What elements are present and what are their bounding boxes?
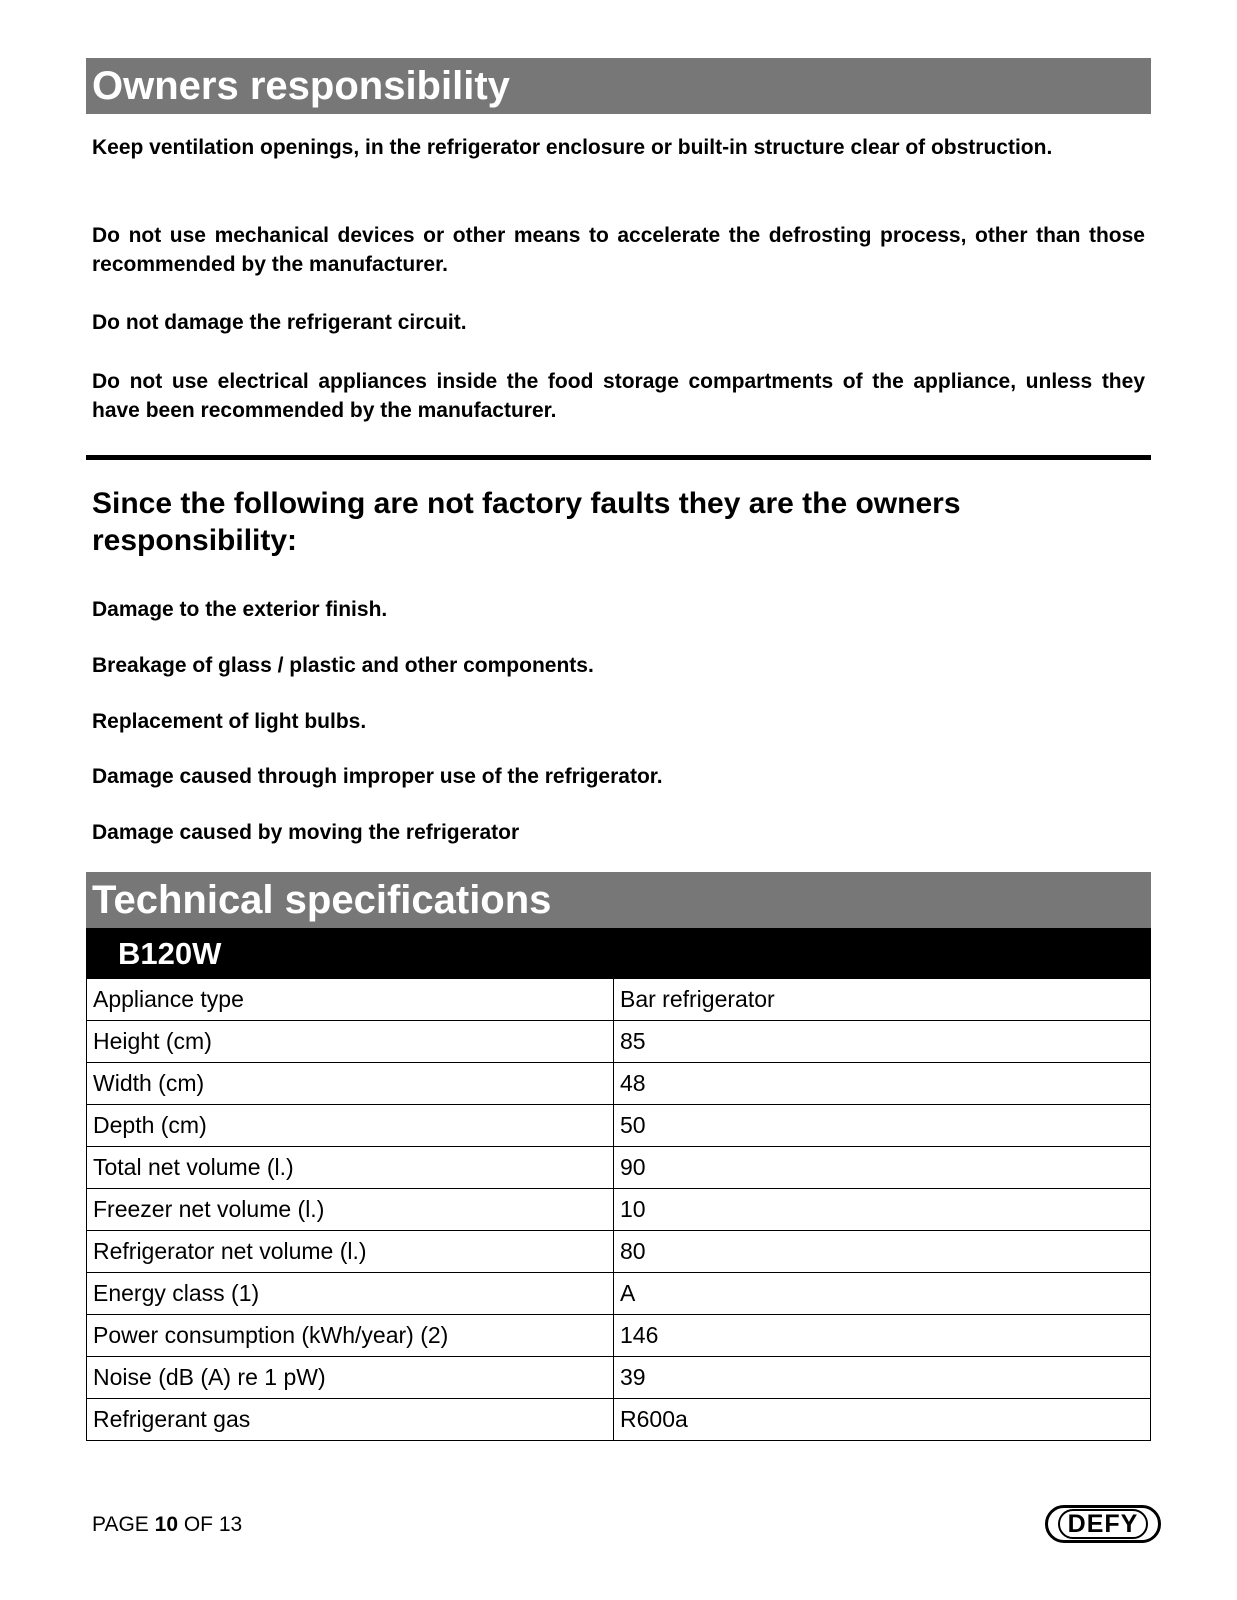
- instruction-paragraph: Do not use mechanical devices or other means to accelerate the defrosting process, other than those recommended by the manufacturer.: [92, 224, 1145, 276]
- spec-label: Height (cm): [87, 1021, 614, 1063]
- model-name-bar: B120W: [86, 928, 1151, 979]
- spec-label: Energy class (1): [87, 1273, 614, 1315]
- spec-label: Freezer net volume (l.): [87, 1189, 614, 1231]
- table-row: [87, 1315, 1151, 1357]
- spec-value: 39: [614, 1357, 1151, 1399]
- spec-label: Width (cm): [87, 1063, 614, 1105]
- logo-text: DEFY: [1058, 1509, 1149, 1539]
- defy-logo: [1045, 1505, 1161, 1543]
- spec-label: Depth (cm): [87, 1105, 614, 1147]
- spec-value: R600a: [614, 1399, 1151, 1441]
- spec-label: Appliance type: [87, 979, 614, 1021]
- instruction-paragraph: Do not damage the refrigerant circuit.: [92, 311, 467, 334]
- fault-item: Damage caused by moving the refrigerator: [92, 821, 520, 844]
- table-row: [87, 1273, 1151, 1315]
- specifications-table: [86, 978, 1151, 1441]
- fault-item: Damage caused through improper use of the refrigerator.: [92, 765, 663, 788]
- spec-value: Bar refrigerator: [614, 979, 1151, 1021]
- spec-value: 50: [614, 1105, 1151, 1147]
- table-row: [87, 1021, 1151, 1063]
- owners-responsibility-heading: Owners responsibility: [86, 58, 1151, 114]
- spec-value: 85: [614, 1021, 1151, 1063]
- fault-item: Damage to the exterior finish.: [92, 598, 388, 621]
- spec-value: 10: [614, 1189, 1151, 1231]
- table-row: [87, 979, 1151, 1021]
- faults-subheading: Since the following are not factory faults they are the owners responsibility:: [92, 487, 961, 557]
- spec-value: 48: [614, 1063, 1151, 1105]
- table-row: [87, 1105, 1151, 1147]
- current-page: 10: [154, 1513, 178, 1536]
- instruction-paragraph: Do not use electrical appliances inside the food storage compartments of the appliance, unless they have been recommended by the manufacturer.: [92, 370, 1145, 422]
- spec-value: 80: [614, 1231, 1151, 1273]
- section-divider: [86, 455, 1151, 460]
- page-prefix: PAGE: [92, 1513, 149, 1536]
- page-total: OF 13: [183, 1513, 243, 1536]
- fault-item: Replacement of light bulbs.: [92, 710, 367, 733]
- table-row: [87, 1189, 1151, 1231]
- table-row: [87, 1231, 1151, 1273]
- table-row: [87, 1147, 1151, 1189]
- page-number: [92, 1512, 242, 1538]
- spec-label: Refrigerant gas: [87, 1399, 614, 1441]
- spec-label: Refrigerator net volume (l.): [87, 1231, 614, 1273]
- table-row: [87, 1063, 1151, 1105]
- spec-value: 90: [614, 1147, 1151, 1189]
- spec-label: Noise (dB (A) re 1 pW): [87, 1357, 614, 1399]
- spec-value: A: [614, 1273, 1151, 1315]
- instruction-paragraph: Keep ventilation openings, in the refrigerator enclosure or built-in structure clear of obstruction.: [92, 136, 1053, 159]
- spec-label: Power consumption (kWh/year) (2): [87, 1315, 614, 1357]
- spec-value: 146: [614, 1315, 1151, 1357]
- fault-item: Breakage of glass / plastic and other components.: [92, 654, 594, 677]
- technical-specifications-heading: Technical specifications: [86, 872, 1151, 928]
- table-row: [87, 1399, 1151, 1441]
- table-row: [87, 1357, 1151, 1399]
- spec-label: Total net volume (l.): [87, 1147, 614, 1189]
